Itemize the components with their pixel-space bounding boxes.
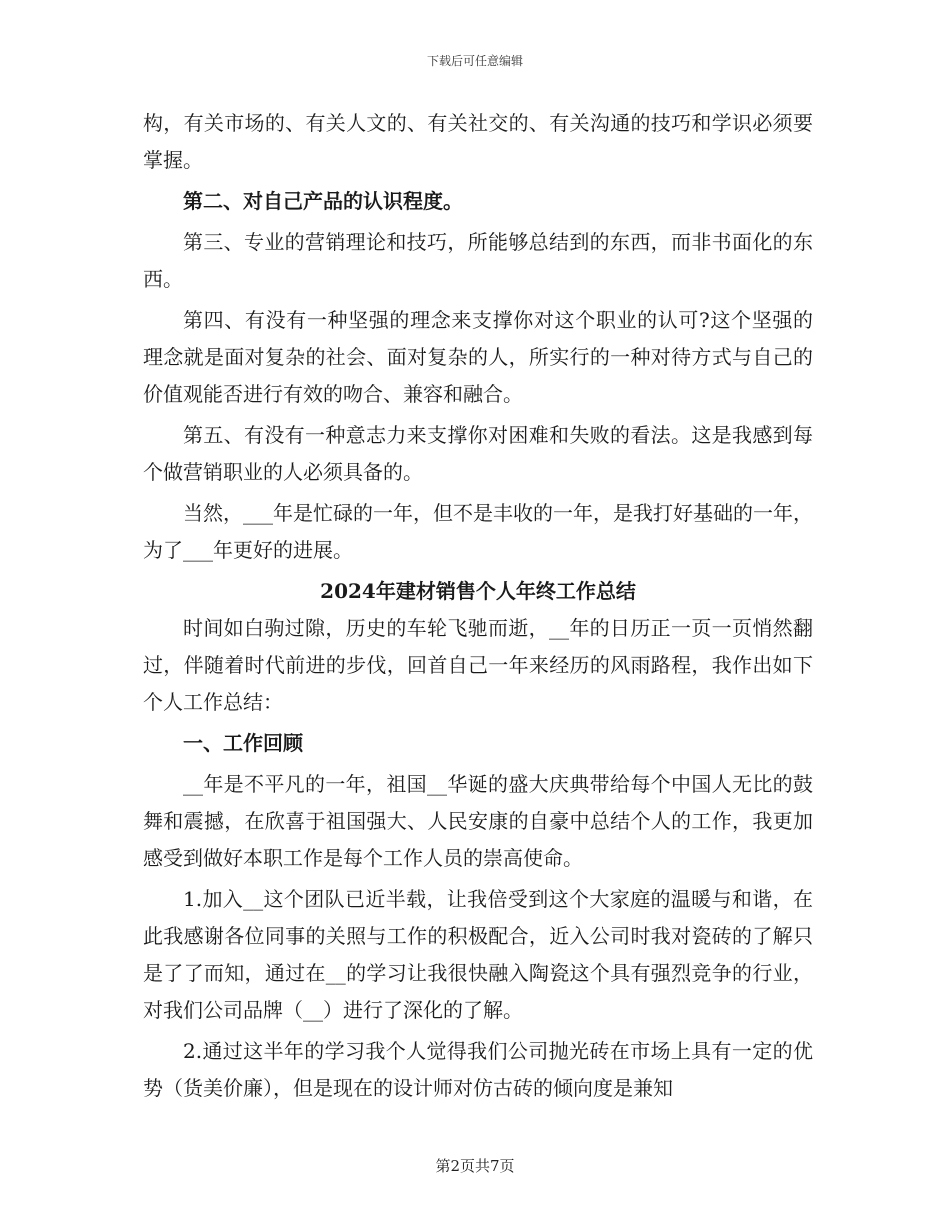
- page-header: 下载后可任意编辑: [426, 54, 523, 68]
- paragraph: 当然，___年是忙碌的一年，但不是丰收的一年，是我打好基础的一年，为了___年更好的进展。: [143, 501, 813, 562]
- document-body: [143, 105, 813, 1107]
- section-heading: 第二、对自己产品的认识程度。: [183, 189, 463, 213]
- paragraph: 第三、专业的营销理论和技巧，所能够总结到的东西，而非书面化的东西。: [143, 230, 813, 291]
- section-heading: 一、工作回顾: [183, 731, 303, 755]
- document-title: 2024年建材销售个人年终工作总结: [320, 579, 636, 603]
- paragraph: 2.通过这半年的学习我个人觉得我们公司抛光砖在市场上具有一定的优势（货美价廉），但是现在的设计师对仿古砖的倾向度是兼知: [143, 1039, 813, 1100]
- paragraph: 1.加入__这个团队已近半载，让我倍受到这个大家庭的温暖与和谐，在此我感谢各位同事的关照与工作的积极配合，近入公司时我对瓷砖的了解只是了了而知，通过在__的学习让我很快融入陶瓷这个具有强烈竞争的行业，对我们公司品牌（__）进行了深化的了解。: [143, 887, 813, 1022]
- paragraph: 第五、有没有一种意志力来支撑你对困难和失败的看法。这是我感到每个做营销职业的人必须具备的。: [143, 423, 813, 484]
- paragraph: 时间如白驹过隙，历史的车轮飞驰而逝，__年的日历正一页一页悄然翻过，伴随着时代前进的步伐，回首自己一年来经历的风雨路程，我作出如下个人工作总结：: [143, 616, 813, 714]
- page-number: 第2页共7页: [435, 1157, 515, 1175]
- paragraph: 构，有关市场的、有关人文的、有关社交的、有关沟通的技巧和学识必须要掌握。: [143, 111, 813, 172]
- paragraph: 第四、有没有一种坚强的理念来支撑你对这个职业的认可?这个坚强的理念就是面对复杂的社会、面对复杂的人，所实行的一种对待方式与自己的价值观能否进行有效的吻合、兼容和融合。: [143, 308, 813, 406]
- paragraph: __年是不平凡的一年，祖国__华诞的盛大庆典带给每个中国人无比的鼓舞和震撼，在欣喜于祖国强大、人民安康的自豪中总结个人的工作，我更加感受到做好本职工作是每个工作人员的崇高使命。: [143, 772, 813, 870]
